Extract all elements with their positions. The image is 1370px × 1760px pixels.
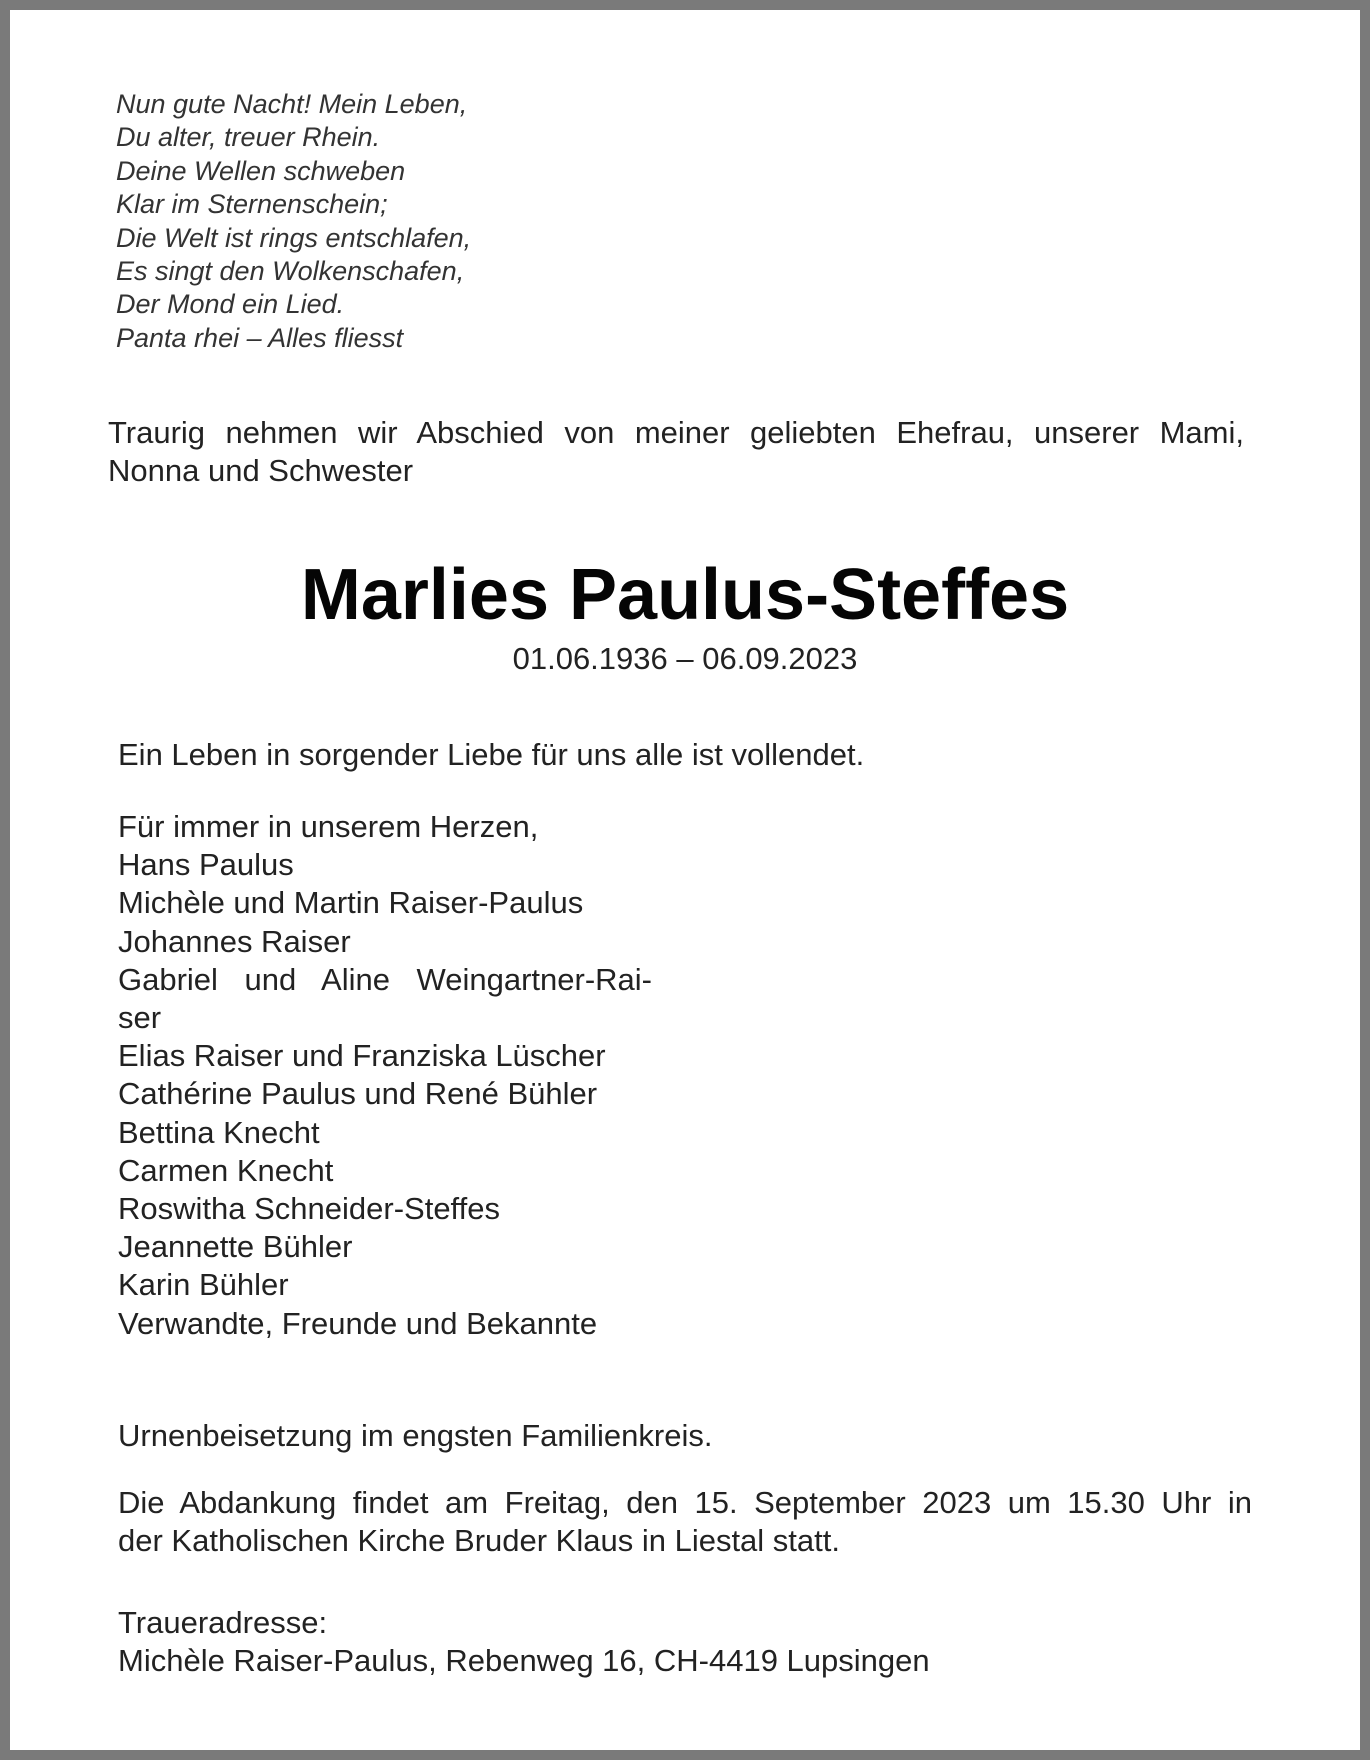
address-value: Michèle Raiser-Paulus, Rebenweg 16, CH-4419 Lupsingen: [118, 1643, 930, 1678]
signer-row: Karin Bühler: [118, 1267, 289, 1303]
poem: [116, 88, 471, 355]
poem-line: Panta rhei – Alles fliesst: [116, 322, 404, 353]
signer-row: Jeannette Bühler: [118, 1229, 353, 1265]
signer-row: Hans Paulus: [118, 847, 294, 883]
poem-line: Klar im Sternenschein;: [116, 189, 388, 220]
poem-line: Nun gute Nacht! Mein Leben,: [116, 89, 468, 119]
signer-row: Carmen Knecht: [118, 1152, 334, 1188]
life-dates: 01.06.1936 – 06.09.2023: [512, 641, 858, 676]
poem-line: Du alter, treuer Rhein.: [116, 122, 381, 153]
ceremony-line: Die Abdankung findet am Freitag, den 15. September 2023 um 15.30 Uhr in: [118, 1485, 1252, 1520]
signer-row: Verwandte, Freunde und Bekannte: [118, 1305, 598, 1341]
poem-line: Deine Wellen schweben: [116, 155, 406, 186]
signers-list: [118, 808, 652, 1343]
signer-row: Johannes Raiser: [118, 923, 351, 959]
signer-row: Michèle und Martin Raiser-Paulus: [118, 885, 584, 921]
intro-text: [108, 414, 1244, 490]
burial-notice: Urnenbeisetzung im engsten Familienkreis.: [118, 1418, 713, 1453]
poem-line: Es singt den Wolkenschafen,: [116, 256, 465, 287]
ceremony-notice: [118, 1484, 1252, 1560]
signer-row: Elias Raiser und Franziska Lüscher: [118, 1038, 606, 1074]
life-statement: Ein Leben in sorgender Liebe für uns alle ist vollendet.: [118, 737, 865, 772]
signer-row: Cathérine Paulus und René Bühler: [118, 1076, 598, 1112]
deceased-name: Marlies Paulus-Steffes: [300, 555, 1070, 635]
poem-line: Der Mond ein Lied.: [116, 289, 345, 320]
poem-line: Die Welt ist rings entschlafen,: [116, 222, 472, 253]
signer-row: Bettina Knecht: [118, 1114, 320, 1150]
address-label: Traueradresse:: [118, 1605, 328, 1640]
signer-row: ser: [118, 1000, 162, 1036]
signer-row: Gabriel und Aline Weingartner-Rai-: [118, 961, 652, 997]
ceremony-line: der Katholischen Kirche Bruder Klaus in Liestal statt.: [118, 1523, 840, 1558]
signer-row: Roswitha Schneider-Steffes: [118, 1191, 500, 1227]
signers-heading: Für immer in unserem Herzen,: [118, 809, 539, 844]
intro-line: Traurig nehmen wir Abschied von meiner geliebten Ehefrau, unserer Mami,: [108, 415, 1244, 450]
intro-line: Nonna und Schwester: [108, 453, 414, 488]
